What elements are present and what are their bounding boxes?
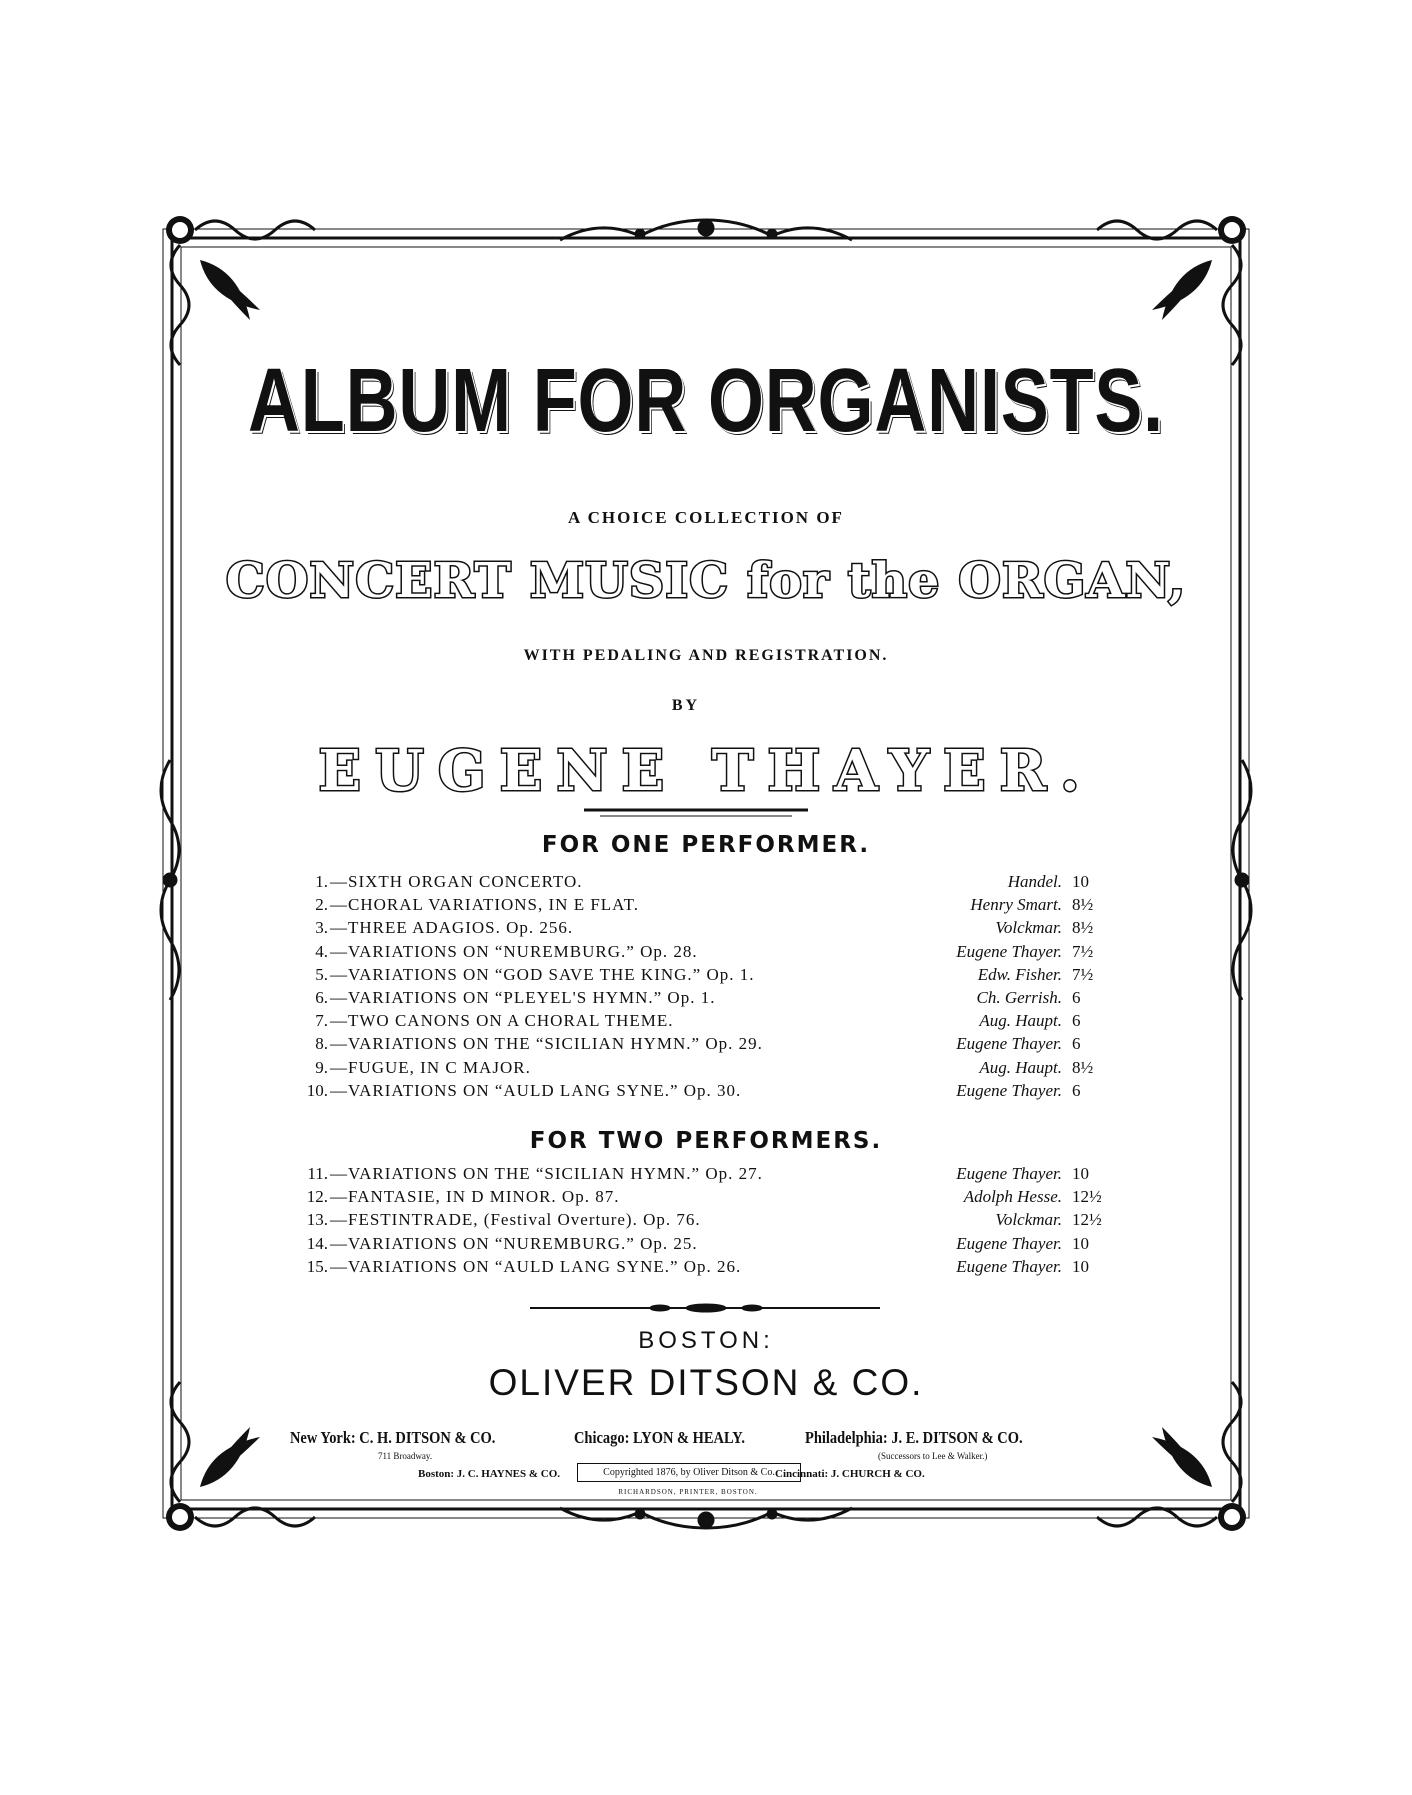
item-price: 7½ — [1072, 941, 1094, 961]
item-number: 5. — [315, 964, 328, 984]
subtitle-concert-music: CONCERT MUSIC for the ORGAN, — [225, 553, 1187, 609]
list-item — [0, 942, 1412, 966]
item-title: —VARIATIONS ON “AULD LANG SYNE.” Op. 26. — [330, 1256, 742, 1276]
item-composer: Edw. Fisher. — [977, 964, 1062, 984]
item-composer: Eugene Thayer. — [956, 1233, 1062, 1253]
item-composer: Henry Smart. — [970, 895, 1062, 915]
subtitle-pedaling: WITH PEDALING AND REGISTRATION. — [523, 647, 889, 664]
boston-agent: Boston: J. C. HAYNES & CO. — [418, 1468, 561, 1480]
item-composer: Eugene Thayer. — [956, 941, 1062, 961]
item-number: 9. — [315, 1057, 328, 1077]
item-number: 7. — [315, 1011, 328, 1031]
item-number: 4. — [315, 941, 328, 961]
item-number: 8. — [315, 1034, 328, 1054]
item-title: —VARIATIONS ON “PLEYEL'S HYMN.” Op. 1. — [330, 988, 716, 1007]
author-name: EUGENE THAYER. — [318, 738, 1094, 804]
author-divider — [584, 810, 808, 816]
item-title: —VARIATIONS ON “NUREMBURG.” Op. 28. — [330, 941, 698, 961]
list-item — [0, 1011, 1412, 1035]
item-title: —VARIATIONS ON THE “SICILIAN HYMN.” Op. 29. — [330, 1034, 763, 1054]
new-york-address: 711 Broadway. — [378, 1451, 433, 1461]
item-price: 12½ — [1072, 1210, 1102, 1230]
item-price: 6 — [1072, 1080, 1081, 1100]
item-number: 3. — [315, 918, 328, 938]
by-label: BY — [671, 697, 701, 714]
list-item — [0, 895, 1412, 919]
item-composer: Aug. Haupt. — [979, 1011, 1062, 1031]
item-composer: Handel. — [1007, 872, 1062, 891]
item-number: 15. — [306, 1256, 328, 1276]
item-price: 10 — [1072, 872, 1089, 891]
philadelphia-agent: Philadelphia: J. E. DITSON & CO. — [805, 1428, 1023, 1447]
item-composer: Eugene Thayer. — [956, 1080, 1062, 1100]
item-price: 6 — [1072, 1011, 1081, 1031]
list-item — [0, 1257, 1412, 1281]
item-price: 10 — [1072, 1233, 1089, 1253]
item-title: —THREE ADAGIOS. Op. 256. — [330, 918, 574, 938]
item-title: —FUGUE, IN C MAJOR. — [330, 1057, 531, 1077]
item-number: 12. — [306, 1187, 328, 1207]
item-title: —SIXTH ORGAN CONCERTO. — [330, 872, 583, 891]
section-heading-two-performers: FOR TWO PERFORMERS. — [529, 1128, 883, 1154]
chicago-agent: Chicago: LYON & HEALY. — [574, 1428, 746, 1447]
item-price: 7½ — [1072, 964, 1094, 984]
item-price: 8½ — [1072, 1057, 1094, 1077]
printer-credit: RICHARDSON, PRINTER, BOSTON. — [618, 1488, 758, 1496]
item-title: —VARIATIONS ON “AULD LANG SYNE.” Op. 30. — [330, 1080, 742, 1100]
item-number: 13. — [306, 1210, 328, 1230]
item-title: —TWO CANONS ON A CHORAL THEME. — [330, 1011, 674, 1031]
item-composer: Volckmar. — [995, 1210, 1062, 1230]
item-title: —VARIATIONS ON “NUREMBURG.” Op. 25. — [330, 1233, 698, 1253]
section-heading-one-performer: FOR ONE PERFORMER. — [541, 832, 871, 858]
item-price: 6 — [1072, 988, 1081, 1007]
list-item — [0, 988, 1412, 1012]
list-item — [0, 965, 1412, 989]
item-price: 10 — [1072, 1256, 1089, 1276]
item-number: 1. — [315, 872, 328, 891]
item-price: 8½ — [1072, 895, 1094, 915]
item-number: 6. — [315, 988, 328, 1007]
list-item — [0, 1081, 1412, 1105]
item-composer: Ch. Gerrish. — [976, 988, 1062, 1007]
item-composer: Eugene Thayer. — [956, 1164, 1062, 1183]
list-item — [0, 1164, 1412, 1188]
list-item — [0, 1034, 1412, 1058]
list-item — [0, 1187, 1412, 1211]
item-title: —VARIATIONS ON “GOD SAVE THE KING.” Op. 1. — [330, 964, 755, 984]
item-composer: Eugene Thayer. — [956, 1034, 1062, 1054]
new-york-agent: New York: C. H. DITSON & CO. — [290, 1428, 496, 1447]
item-title: —FANTASIE, IN D MINOR. Op. 87. — [330, 1187, 620, 1207]
list-item — [0, 1234, 1412, 1258]
item-composer: Aug. Haupt. — [979, 1057, 1062, 1077]
publisher-name: OLIVER DITSON & CO. — [488, 1362, 924, 1403]
item-price: 6 — [1072, 1034, 1081, 1054]
cincinnati-agent: Cincinnati: J. CHURCH & CO. — [775, 1468, 925, 1480]
item-composer: Adolph Hesse. — [963, 1187, 1062, 1207]
item-title: —FESTINTRADE, (Festival Overture). Op. 76. — [330, 1210, 701, 1230]
subtitle-collection: A CHOICE COLLECTION OF — [568, 508, 844, 527]
item-number: 10. — [306, 1080, 328, 1100]
item-price: 10 — [1072, 1164, 1089, 1183]
list-item — [0, 1210, 1412, 1234]
list-item — [0, 918, 1412, 942]
publisher-divider — [530, 1304, 880, 1312]
item-price: 8½ — [1072, 918, 1094, 938]
list-item — [0, 1058, 1412, 1082]
item-number: 2. — [315, 895, 328, 915]
philadelphia-note: (Successors to Lee & Walker.) — [878, 1451, 988, 1461]
list-item — [0, 872, 1412, 896]
item-title: —CHORAL VARIATIONS, IN E FLAT. — [330, 895, 639, 915]
album-title: ALBUM FOR ORGANISTS. — [248, 351, 1164, 451]
publisher-city: BOSTON: — [638, 1327, 774, 1354]
item-number: 11. — [307, 1164, 328, 1183]
item-composer: Eugene Thayer. — [956, 1256, 1062, 1276]
item-title: —VARIATIONS ON THE “SICILIAN HYMN.” Op. 27. — [330, 1164, 763, 1183]
item-number: 14. — [306, 1233, 328, 1253]
copyright-notice: Copyrighted 1876, by Oliver Ditson & Co. — [577, 1463, 801, 1482]
item-composer: Volckmar. — [995, 918, 1062, 938]
item-price: 12½ — [1072, 1187, 1102, 1207]
